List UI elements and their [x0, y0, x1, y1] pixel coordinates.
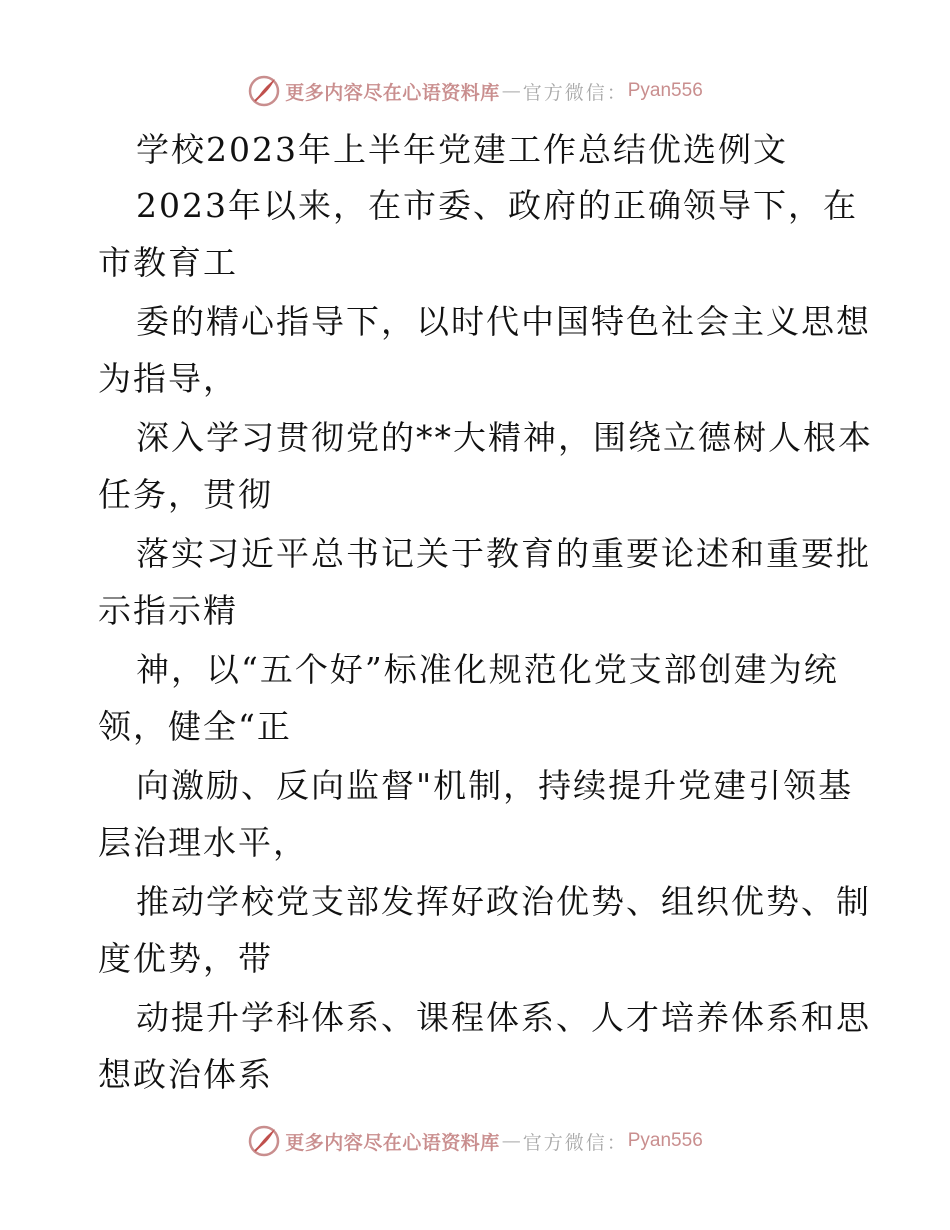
- paragraph-line: 度优势，带: [98, 939, 273, 978]
- watermark-contact-label: 官方微信：: [522, 1131, 628, 1154]
- watermark-separator: —: [501, 1130, 521, 1152]
- header-watermark: [0, 71, 950, 111]
- footer-watermark: [0, 1121, 950, 1161]
- watermark-handle: Pyan556: [627, 1130, 703, 1151]
- watermark-handle: Pyan556: [627, 80, 703, 101]
- feather-pen-logo-icon: [247, 74, 281, 108]
- watermark-separator: —: [501, 80, 521, 102]
- watermark-site-text: 更多内容尽在心语资料库: [285, 1131, 500, 1154]
- paragraph-line: 推动学校党支部发挥好政治优势、组织优势、制: [136, 882, 871, 921]
- watermark-site-text: 更多内容尽在心语资料库: [285, 81, 500, 104]
- watermark-contact-label: 官方微信：: [522, 81, 628, 104]
- paragraph-line: 想政治体系: [98, 1055, 273, 1094]
- document-title: 学校2023年上半年党建工作总结优选例文: [136, 130, 788, 169]
- paragraph-line: 向激励、反向监督"机制，持续提升党建引领基: [136, 766, 854, 805]
- paragraph-line: 动提升学科体系、课程体系、人才培养体系和思: [136, 998, 871, 1037]
- paragraph-line: 任务，贯彻: [98, 475, 273, 514]
- paragraph-line: 深入学习贯彻党的**大精神，围绕立德树人根本: [136, 418, 873, 457]
- paragraph-line: 神，以“五个好”标准化规范化党支部创建为统: [136, 650, 839, 689]
- feather-pen-logo-icon: [247, 1124, 281, 1158]
- paragraph-line: 2023年以来，在市委、政府的正确领导下，在: [136, 186, 858, 225]
- paragraph-line: 市教育工: [98, 243, 238, 282]
- paragraph-line: 层治理水平，: [98, 823, 308, 862]
- paragraph-line: 委的精心指导下，以时代中国特色社会主义思想: [136, 302, 871, 341]
- paragraph-line: 落实习近平总书记关于教育的重要论述和重要批: [136, 534, 871, 573]
- paragraph-line: 示指示精: [98, 591, 238, 630]
- paragraph-line: 领，健全“正: [98, 707, 292, 746]
- paragraph-line: 为指导，: [98, 359, 238, 398]
